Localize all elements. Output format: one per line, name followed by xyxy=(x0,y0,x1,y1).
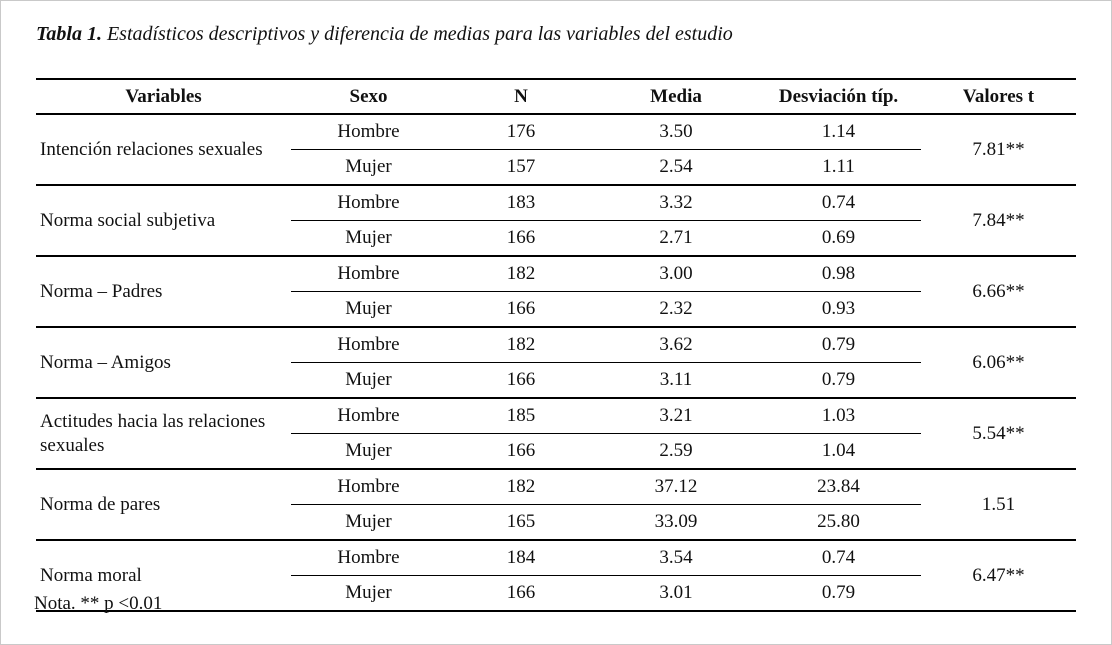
sexo-cell: Mujer xyxy=(345,440,392,461)
sexo-cell: Hombre xyxy=(291,185,446,221)
header-valores-t: Valores t xyxy=(921,79,1076,114)
table-row xyxy=(36,398,1076,434)
desviacion-cell: 0.69 xyxy=(821,227,856,248)
media-cell: 3.62 xyxy=(596,327,756,363)
variable-cell: Norma moral xyxy=(40,564,142,586)
t-value-cell: 1.51 xyxy=(981,493,1016,515)
t-value-cell: 6.66** xyxy=(972,280,1025,302)
table-row xyxy=(36,256,1076,292)
desviacion-cell: 0.79 xyxy=(821,582,856,603)
variable-cell: Norma – Padres xyxy=(40,280,163,302)
variable-cell: Actitudes hacia las relaciones sexuales xyxy=(40,410,266,456)
n-cell: 184 xyxy=(446,540,596,576)
table-row xyxy=(36,114,1076,150)
media-cell: 3.01 xyxy=(659,582,693,603)
group-norma-social xyxy=(36,185,1076,256)
desviacion-cell: 1.14 xyxy=(756,114,921,150)
t-value-cell: 6.47** xyxy=(972,564,1025,586)
media-cell: 37.12 xyxy=(596,469,756,505)
table-row xyxy=(36,327,1076,363)
media-cell: 2.59 xyxy=(659,440,693,461)
header-media: Media xyxy=(596,79,756,114)
n-cell: 182 xyxy=(446,469,596,505)
t-value-cell: 6.06** xyxy=(972,351,1025,373)
variable-cell: Intención relaciones sexuales xyxy=(40,138,263,160)
sexo-cell: Hombre xyxy=(291,469,446,505)
n-cell: 166 xyxy=(506,298,536,319)
group-intencion xyxy=(36,114,1076,185)
n-cell: 166 xyxy=(506,582,536,603)
desviacion-cell: 0.74 xyxy=(756,540,921,576)
desviacion-cell: 1.03 xyxy=(756,398,921,434)
header-sexo: Sexo xyxy=(291,79,446,114)
n-cell: 182 xyxy=(446,256,596,292)
sexo-cell: Mujer xyxy=(345,511,392,532)
variable-cell: Norma social subjetiva xyxy=(40,209,216,231)
n-cell: 157 xyxy=(506,156,536,177)
desviacion-cell: 25.80 xyxy=(817,511,860,532)
table-row xyxy=(36,469,1076,505)
media-cell: 3.50 xyxy=(596,114,756,150)
group-norma-amigos xyxy=(36,327,1076,398)
sexo-cell: Mujer xyxy=(345,227,392,248)
table-row xyxy=(36,185,1076,221)
desviacion-cell: 0.79 xyxy=(821,369,856,390)
sexo-cell: Mujer xyxy=(345,582,392,603)
sexo-cell: Hombre xyxy=(291,540,446,576)
sexo-cell: Mujer xyxy=(345,156,392,177)
group-actitudes xyxy=(36,398,1076,469)
t-value-cell: 7.84** xyxy=(972,209,1025,231)
table-footnote: Nota. ** p <0.01 xyxy=(34,593,163,614)
desviacion-cell: 0.79 xyxy=(756,327,921,363)
media-cell: 3.00 xyxy=(596,256,756,292)
media-cell: 33.09 xyxy=(654,511,698,532)
group-norma-moral xyxy=(36,540,1076,611)
sexo-cell: Mujer xyxy=(345,369,392,390)
variable-cell: Norma – Amigos xyxy=(40,351,171,373)
table-header-row xyxy=(36,79,1076,114)
n-cell: 176 xyxy=(446,114,596,150)
sexo-cell: Hombre xyxy=(291,114,446,150)
desviacion-cell: 1.11 xyxy=(822,156,855,177)
sexo-cell: Hombre xyxy=(291,256,446,292)
header-desviacion: Desviación típ. xyxy=(756,79,921,114)
n-cell: 183 xyxy=(446,185,596,221)
n-cell: 185 xyxy=(446,398,596,434)
header-n: N xyxy=(446,79,596,114)
header-variables: Variables xyxy=(36,79,291,114)
sexo-cell: Hombre xyxy=(291,327,446,363)
desviacion-cell: 1.04 xyxy=(821,440,856,461)
t-value-cell: 5.54** xyxy=(972,422,1025,444)
group-norma-padres xyxy=(36,256,1076,327)
n-cell: 166 xyxy=(506,369,536,390)
desviacion-cell: 0.74 xyxy=(756,185,921,221)
sexo-cell: Hombre xyxy=(291,398,446,434)
media-cell: 3.21 xyxy=(596,398,756,434)
n-cell: 165 xyxy=(506,511,536,532)
desviacion-cell: 0.93 xyxy=(821,298,856,319)
desviacion-cell: 0.98 xyxy=(756,256,921,292)
table-caption-number: Tabla 1. xyxy=(36,23,102,45)
media-cell: 3.32 xyxy=(596,185,756,221)
table-caption xyxy=(36,23,733,46)
media-cell: 3.11 xyxy=(659,369,693,390)
media-cell: 2.32 xyxy=(659,298,693,319)
group-norma-pares xyxy=(36,469,1076,540)
media-cell: 2.54 xyxy=(659,156,693,177)
media-cell: 2.71 xyxy=(659,227,693,248)
desviacion-cell: 23.84 xyxy=(756,469,921,505)
t-value-cell: 7.81** xyxy=(972,138,1025,160)
table-caption-text: Estadísticos descriptivos y diferencia de medias para las variables del estudio xyxy=(101,23,733,45)
media-cell: 3.54 xyxy=(596,540,756,576)
n-cell: 166 xyxy=(506,227,536,248)
n-cell: 166 xyxy=(506,440,536,461)
statistics-table xyxy=(36,78,1076,612)
variable-cell: Norma de pares xyxy=(40,493,161,515)
table-row xyxy=(36,540,1076,576)
n-cell: 182 xyxy=(446,327,596,363)
sexo-cell: Mujer xyxy=(345,298,392,319)
